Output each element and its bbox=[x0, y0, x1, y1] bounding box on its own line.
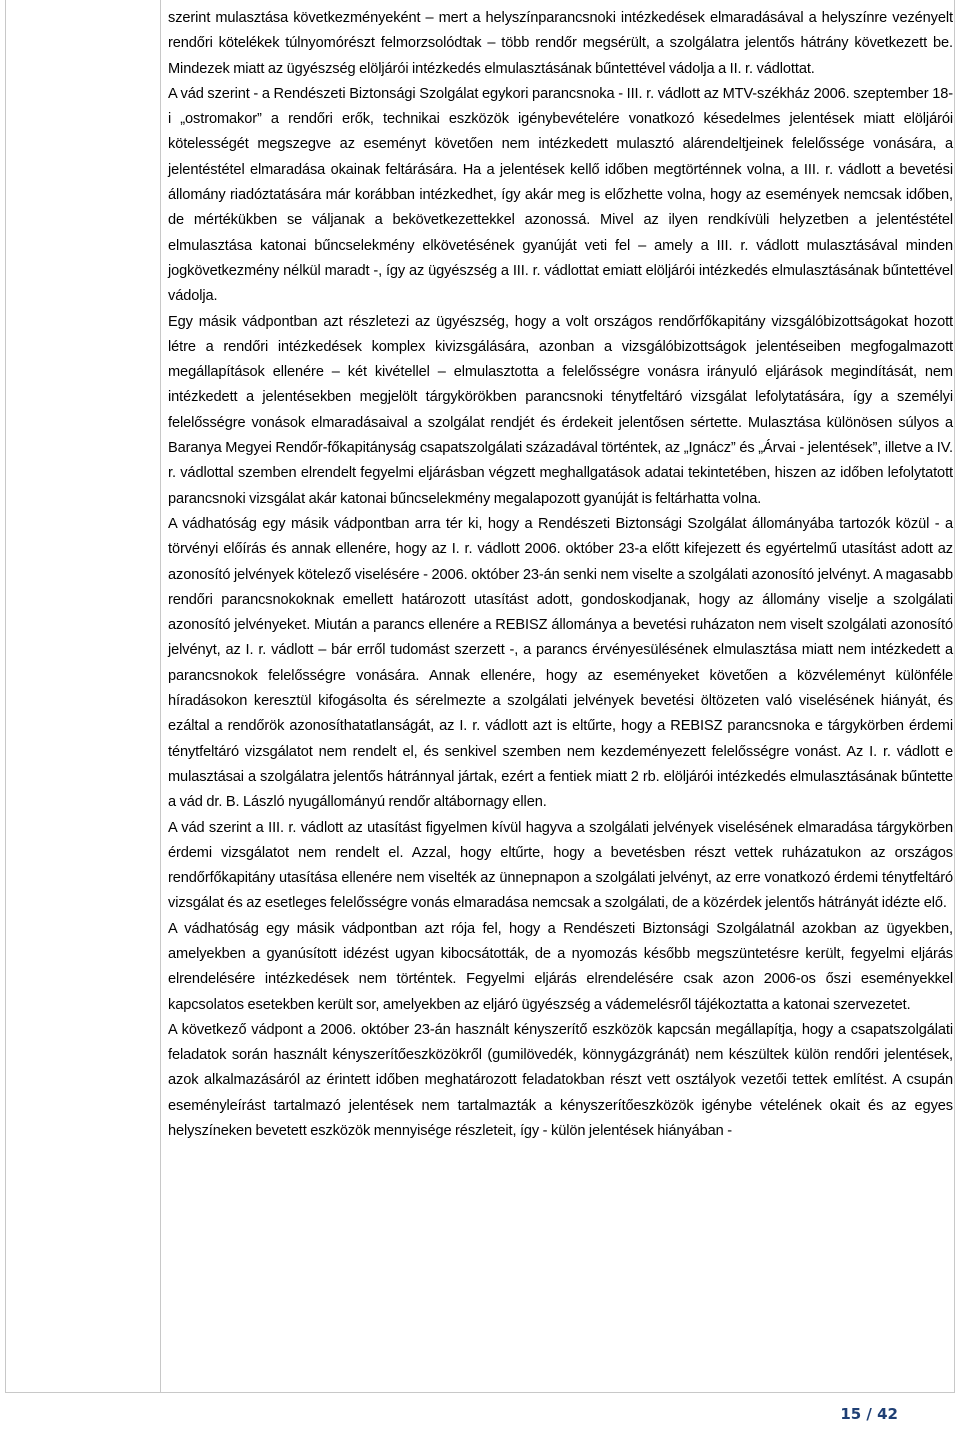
paragraph: A következő vádpont a 2006. október 23-án használt kényszerítő eszközök kapcsán megállapítja, hogy a csapatszolgálati feladatok során használt kényszerítőeszközökről (gumilövedék, könnygázgránát) nem készültek külön rendőri jelentések, azok alkalmazásáról az érintett időben meghatározott feladatokban részt vett osztályok vezetői tettek említést. A csupán eseményleírást tartalmazó jelentések nem tartalmazták a kényszerítőeszközök igénybe vételének okait és az egyes helyszíneken bevetett eszközök mennyisége részleteit, így - külön jelentések hiányában - bbox=[168, 1021, 953, 1140]
paragraph: Egy másik vádpontban azt részletezi az ügyészség, hogy a volt országos rendőrfőkapitány vizsgálóbizottságokat hozott létre a rendőri intézkedések komplex kivizsgálására, azonban a vizsgálóbizottságok jelentéseiben megfogalmazott megállapítások ellenére – két kivétellel – elmulasztotta a felelősségre vonásra irányuló eljárások megindítását, nem intézkedett a jelentésekben megjelölt tárgykörökben parancsnoki ténytfeltáró vizsgálat lefolytatására, így a személyi felelősségre vonások elmaradásaival a szolgálat rendjét és érdekeit jelentősen sértette. Mulasztása különösen súlyos a Baranya Megyei Rendőr-főkapitányság csapatszolgálati századával történtek, az „Ignácz” és „Árvai - jelentések”, illetve a IV. r. vádlottal szemben elrendelt fegyelmi eljárásban végzett meghallgatások adatai tekintetében, hiszen az időben lefolytatott parancsnoki vizsgálat akár katonai bűncselekmény megalapozott gyanúját is feltárhatta volna. bbox=[168, 313, 953, 507]
left-margin-column bbox=[5, 0, 161, 1393]
paragraph: A vád szerint a III. r. vádlott az utasítást figyelmen kívül hagyva a szolgálati jelvények viselésének elmaradása tárgykörben érdemi vizsgálatot nem rendelt el. Azzal, hogy eltűrte, hogy a bevetésben részt vettek ruházatukon az országos rendőrfőkapitány utasítása ellenére nem viselték az ünnepnapon a szolgálati jelvényt, az erre vonatkozó érdemi ténytfeltáró vizsgálat és az esetleges felelősségre vonás elmaradása nemcsak a szolgálati, de a közérdek jelentős hátrányát idézte elő. bbox=[168, 819, 953, 912]
document-body bbox=[168, 6, 953, 1144]
paragraph: A vádhatóság egy másik vádpontban azt rója fel, hogy a Rendészeti Biztonsági Szolgálatnál azokban az ügyekben, amelyekben a gyanúsított idézést ugyan kibocsátották, de a nyomozás később megszüntetésre került, fegyelmi eljárás elrendelésére intézkedések nem történtek. Fegyelmi eljárás elrendelésére csak azon 2006-os őszi eseményekkel kapcsolatos esetekben került sor, amelyekben az eljáró ügyészség a vádemelésről tájékoztatta a katonai szervezetet. bbox=[168, 920, 953, 1013]
page-number: 15 / 42 bbox=[840, 1405, 898, 1423]
paragraph: szerint mulasztása következményeként – mert a helyszínparancsnoki intézkedések elmaradásával a helyszínre vezényelt rendőri kötelékek túlnyomórészt felmorzsolódtak – több rendőr megsérült, a szolgálatra jelentős hátrány következett be. Mindezek miatt az ügyészség elöljárói intézkedés elmulasztásának bűntettével vádolja a II. r. vádlottat. bbox=[168, 10, 953, 77]
paragraph: A vád szerint - a Rendészeti Biztonsági Szolgálat egykori parancsnoka - III. r. vádlott az MTV-székház 2006. szeptember 18-i „ostromakor” a rendőri erők, technikai eszközök igénybevételére vonatkozó késedelmes jelentések miatt elöljárói kötelességét megszegve az eseményt követően nem intézkedett mulasztó alárendeltjeinek felelőssége vonására, a jelentéstétel elmaradása okainak feltárására. Ha a jelentések kellő időben megtörténnek volna, a III. r. vádlott a bevetési állomány riadóztatására már korábban intézkedhet, így akár meg is előzhette volna, hogy az események nemcsak időben, de mértékükben se váljanak a bekövetkezettekkel azonossá. Mivel az ilyen rendkívüli helyzetben a jelentéstétel elmulasztása katonai bűncselekmény elkövetésének gyanúját veti fel – amely a III. r. vádlott mulasztásával minden jogkövetkezmény nélkül maradt -, így az ügyészség a III. r. vádlottat emiatt elöljárói intézkedés elmulasztásának bűntettével vádolja. bbox=[168, 85, 953, 305]
paragraph: A vádhatóság egy másik vádpontban arra tér ki, hogy a Rendészeti Biztonsági Szolgálat állományába tartozók közül - a törvényi előírás és annak ellenére, hogy az I. r. vádlott 2006. október 23-a előtt kifejezett és egyértelmű utasítást adott az azonosító jelvények kötelező viselésére - 2006. október 23-án senki nem viselte a szolgálati azonosító jelvényt. A magasabb rendőri parancsnokoknak emellett határozott utasítást adott, gondoskodjanak, hogy az állomány viselje a szolgálati azonosító jelvényeket. Miután a parancs ellenére a REBISZ állománya a bevetési ruházaton nem viselt szolgálati azonosító jelvényt, az I. r. vádlott – bár erről tudomást szerzett -, a parancs érvényesülésének elmulasztása miatt nem intézkedett a parancsnokok felelősségre vonására. Annak ellenére, hogy az eseményeket követően a közvéleményt különféle híradásokon keresztül kifogásolta és sérelmezte a szolgálati jelvények bevetési öltözeten való viselésének hiányát, és ezáltal a rendőrök azonosíthatatlanságát, az I. r. vádlott azt is eltűrte, hogy a REBISZ parancsnoka e tárgykörben érdemi ténytfeltáró vizsgálatot nem rendelt el, és senkivel szemben nem kezdeményezett felelősségre vonást. Az I. r. vádlott e mulasztásai a szolgálatra jelentős hátránnyal jártak, ezért a fentiek miatt 2 rb. elöljárói intézkedés elmulasztásának bűntette a vád dr. B. László nyugállományú rendőr altábornagy ellen. bbox=[168, 515, 953, 811]
